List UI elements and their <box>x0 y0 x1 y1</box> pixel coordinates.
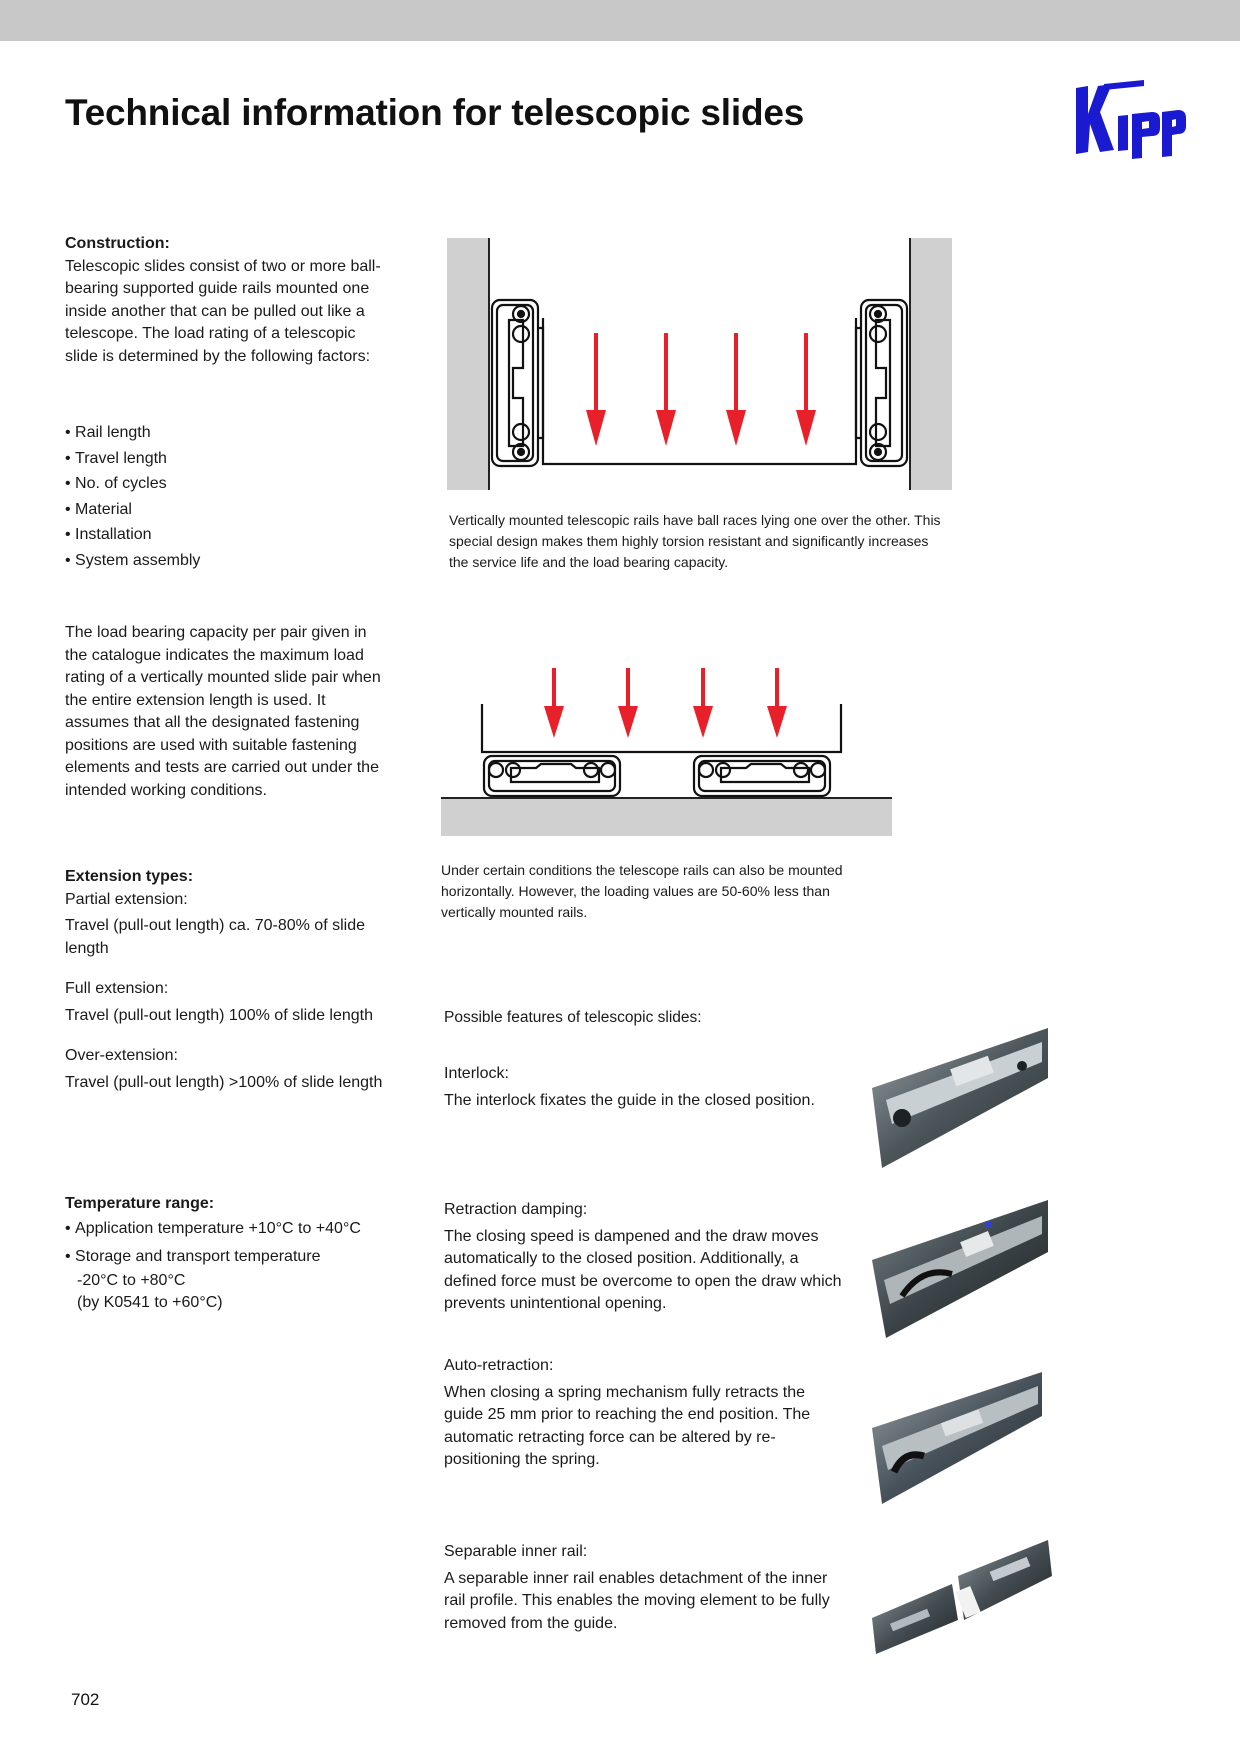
vertical-diagram-caption: Vertically mounted telescopic rails have ball races lying one over the other. This special design makes them highly torsion resistant and significantly increases the service life and the load bearing capacity. <box>449 512 941 570</box>
right-rail-profile <box>694 756 830 796</box>
auto-retraction-photo <box>872 1372 1042 1504</box>
feature-interlock <box>444 1063 844 1112</box>
list-item: • Rail length <box>65 420 365 446</box>
load-capacity-paragraph: The load bearing capacity per pair given in the catalogue indicates the maximum load rating of a vertically mounted slide pair when the entire extension length is used. It assumes that all the designated fastening positions are used with suitable fastening elements and tests are carried out under the intended working conditions. <box>65 624 381 799</box>
load-arrows <box>586 333 816 446</box>
left-wall <box>447 238 489 490</box>
horizontal-diagram-caption: Under certain conditions the telescope rails can also be mounted horizontally. However, the loading values are 50-60% less than vertically mounted rails. <box>441 862 843 920</box>
left-rail-profile <box>492 300 543 466</box>
page-number: 702 <box>71 1690 100 1709</box>
storage-range: -20°C to +80°C <box>77 1271 186 1289</box>
drawer-outline <box>543 318 856 464</box>
construction-section <box>65 233 385 368</box>
kipp-logo <box>1074 80 1186 160</box>
top-bar <box>0 0 1240 41</box>
interlock-photo <box>872 1028 1048 1168</box>
feature-label: Interlock: <box>444 1065 509 1082</box>
feature-text: The interlock fixates the guide in the closed position. <box>444 1091 815 1109</box>
feature-separable-rail <box>444 1541 844 1635</box>
feature-label: Retraction damping: <box>444 1201 588 1218</box>
feature-text: When closing a spring mechanism fully retracts the guide 25 mm prior to reaching the end position. The automatic retracting force can be altered by re-positioning the spring. <box>444 1383 811 1468</box>
feature-auto-retraction <box>444 1355 844 1472</box>
temperature-section <box>65 1193 395 1315</box>
list-item: • Travel length <box>65 446 365 472</box>
full-label: Full extension: <box>65 980 169 997</box>
construction-intro: Telescopic slides consist of two or more ball-bearing supported guide rails mounted one inside another that can be pulled out like a telescope. The load rating of a telescopic slide is determined by the following factors: <box>65 257 381 365</box>
factor-list <box>65 420 365 573</box>
over-text: Travel (pull-out length) >100% of slide length <box>65 1073 383 1091</box>
left-rail-profile <box>484 756 620 796</box>
retraction-damping-photo <box>872 1200 1048 1338</box>
over-label: Over-extension: <box>65 1047 178 1064</box>
construction-heading: Construction: <box>65 235 170 252</box>
list-item: • No. of cycles <box>65 471 365 497</box>
temperature-heading: Temperature range: <box>65 1195 215 1212</box>
storage-note: (by K0541 to +60°C) <box>77 1294 223 1311</box>
list-item: • Installation <box>65 522 365 548</box>
feature-text: A separable inner rail enables detachment of the inner rail profile. This enables the moving element to be fully removed from the guide. <box>444 1569 830 1632</box>
list-item: • Application temperature +10°C to +40°C <box>65 1216 395 1242</box>
partial-text: Travel (pull-out length) ca. 70-80% of slide length <box>65 917 365 957</box>
right-wall <box>910 238 952 490</box>
horizontal-mounting-diagram <box>441 664 892 840</box>
feature-retraction-damping <box>444 1199 844 1316</box>
list-item: • System assembly <box>65 548 365 574</box>
load-capacity-text <box>65 622 385 802</box>
load-arrows <box>544 668 787 738</box>
temperature-list <box>65 1216 395 1270</box>
extension-types-section <box>65 866 385 1094</box>
separable-rail-photo <box>872 1534 1052 1654</box>
drawer-outline <box>482 704 841 752</box>
feature-label: Auto-retraction: <box>444 1357 554 1374</box>
vertical-mounting-diagram <box>447 238 952 490</box>
right-rail-profile <box>856 300 907 466</box>
list-item: • Storage and transport temperature <box>65 1244 395 1270</box>
page-title: Technical information for telescopic slides <box>65 92 805 133</box>
feature-text: The closing speed is dampened and the draw moves automatically to the closed position. Additionally, a defined force must be overcome to open the draw which prevents unintentional opening. <box>444 1227 842 1312</box>
list-item: • Material <box>65 497 365 523</box>
base-surface <box>441 798 892 836</box>
features-heading: Possible features of telescopic slides: <box>444 1009 702 1026</box>
partial-label: Partial extension: <box>65 890 188 908</box>
extension-heading: Extension types: <box>65 868 194 885</box>
feature-label: Separable inner rail: <box>444 1543 588 1560</box>
full-text: Travel (pull-out length) 100% of slide length <box>65 1006 374 1024</box>
